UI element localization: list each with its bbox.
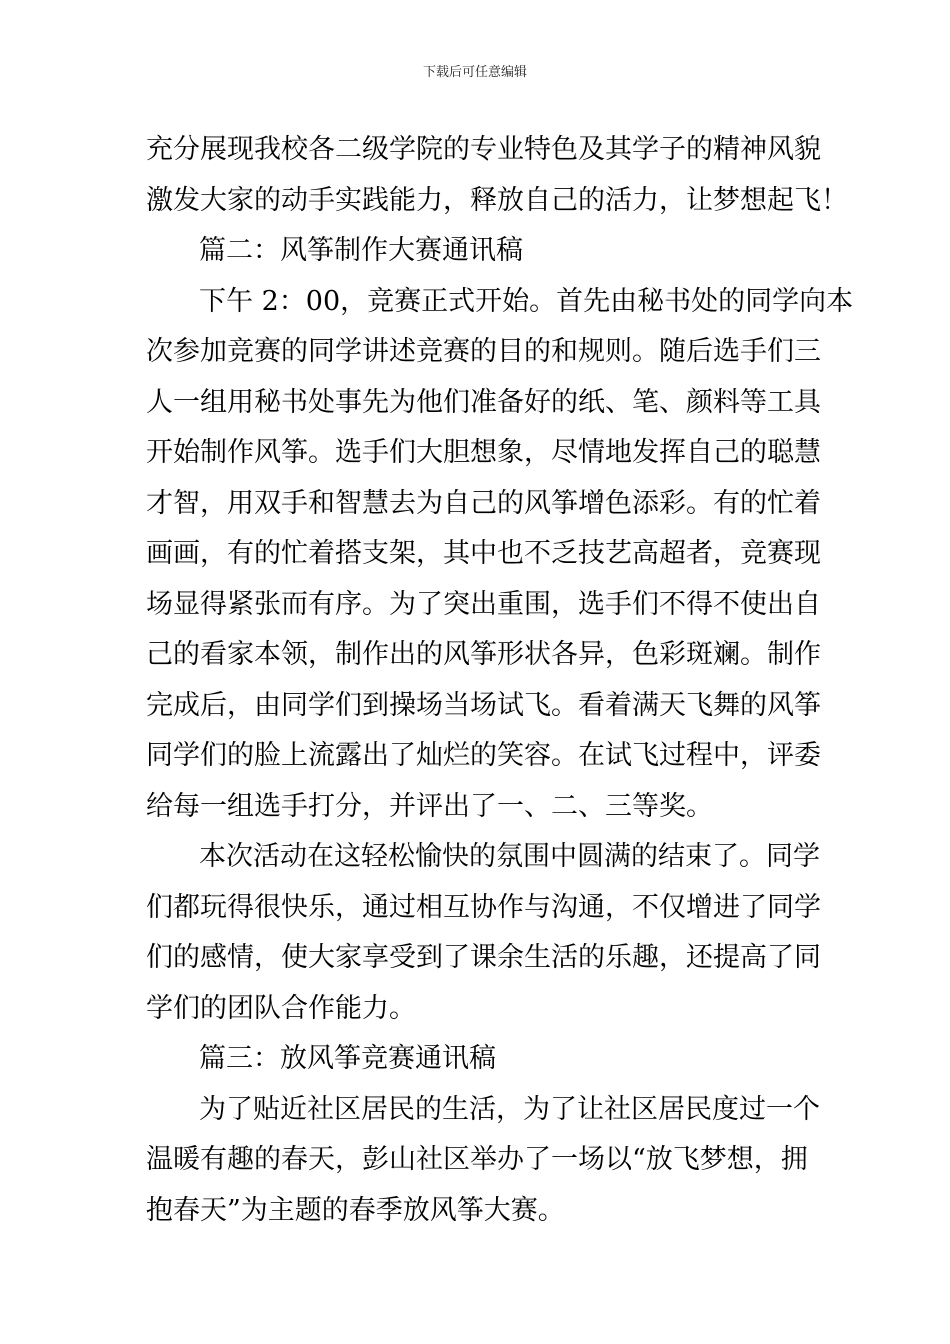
text-line: 下午 2：00，竞赛正式开始。首先由秘书处的同学向本 <box>199 285 854 317</box>
text-line: 人一组用秘书处事先为他们准备好的纸、笔、颜料等工具 <box>146 386 821 418</box>
text-line: 温暖有趣的春天，彭山社区举办了一场以“放飞梦想，拥 <box>146 1144 808 1175</box>
text-line: 学们的团队合作能力。 <box>146 992 416 1024</box>
text-line: 为了贴近社区居民的生活，为了让社区居民度过一个 <box>199 1093 820 1125</box>
text-line: 己的看家本领，制作出的风筝形状各异，色彩斑斓。制作 <box>146 639 821 670</box>
text-line: 们都玩得很快乐，通过相互协作与沟通，不仅增进了同学 <box>146 891 821 923</box>
text-line: 抱春天”为主题的春季放风筝大赛。 <box>146 1194 565 1226</box>
section-heading-3: 篇三：放风筝竞赛通讯稿 <box>199 1043 496 1074</box>
text-line: 开始制作风筝。选手们大胆想象，尽情地发挥自己的聪慧 <box>146 437 821 468</box>
document-body <box>146 125 854 1236</box>
text-line: 次参加竞赛的同学讲述竞赛的目的和规则。随后选手们三 <box>146 336 821 367</box>
text-line: 才智，用双手和智慧去为自己的风筝增色添彩。有的忙着 <box>146 487 821 519</box>
text-line: 完成后，由同学们到操场当场试飞。看着满天飞舞的风筝 <box>146 689 821 721</box>
section-heading-2: 篇二：风筝制作大赛通讯稿 <box>199 235 523 266</box>
text-line: 画画，有的忙着搭支架，其中也不乏技艺高超者，竞赛现 <box>146 538 821 569</box>
text-line: 本次活动在这轻松愉快的氛围中圆满的结束了。同学 <box>199 841 820 872</box>
text-line: 激发大家的动手实践能力，释放自己的活力，让梦想起飞！ <box>146 184 848 216</box>
text-line: 同学们的脸上流露出了灿烂的笑容。在试飞过程中，评委 <box>146 740 821 771</box>
page-header: 下载后可任意编辑 <box>422 65 527 80</box>
text-line: 场显得紧张而有序。为了突出重围，选手们不得不使出自 <box>146 588 821 620</box>
text-line: 们的感情，使大家享受到了课余生活的乐趣，还提高了同 <box>146 942 821 973</box>
text-line: 充分展现我校各二级学院的专业特色及其学子的精神风貌 <box>146 134 821 165</box>
text-line: 给每一组选手打分，并评出了一、二、三等奖。 <box>146 790 713 822</box>
